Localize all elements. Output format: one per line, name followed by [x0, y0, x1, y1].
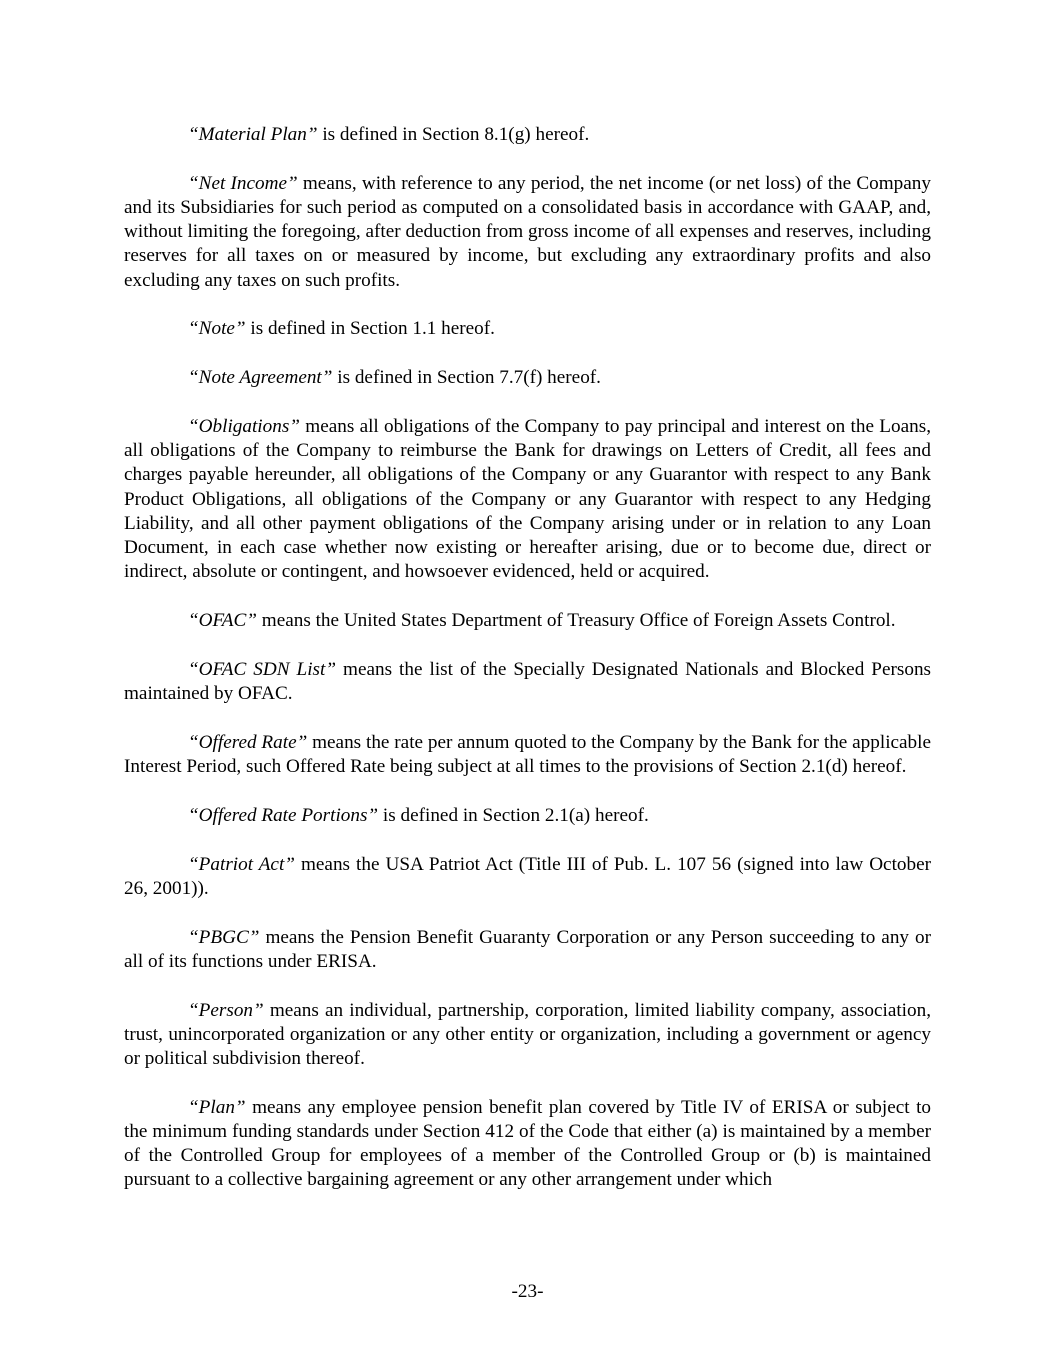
definition-text: means the list of the Specially Designated Nationals and Blocked Persons maintained by OFAC.	[124, 658, 931, 705]
definition-net-income	[124, 172, 931, 293]
definition-material-plan	[124, 123, 931, 147]
definition-text: is defined in Section 8.1(g) hereof.	[317, 124, 590, 145]
defined-term: “Patriot Act”	[188, 853, 295, 875]
defined-term: “Offered Rate Portions”	[188, 804, 379, 826]
definition-text: is defined in Section 2.1(a) hereof.	[378, 804, 649, 826]
definition-plan	[124, 1096, 931, 1193]
definition-obligations	[124, 415, 931, 584]
definition-ofac-sdn-list	[124, 658, 931, 706]
definition-patriot-act	[124, 853, 931, 901]
definition-note	[124, 317, 931, 341]
definition-pbgc	[124, 926, 931, 974]
definition-text: is defined in Section 1.1 hereof.	[245, 318, 495, 340]
defined-term: “OFAC”	[188, 610, 257, 632]
defined-term: “Net Income”	[188, 172, 298, 194]
defined-term: “Plan”	[188, 1096, 246, 1118]
definition-text: means the USA Patriot Act (Title III of Pub. L. 107 56 (signed into law October 26, 2001)).	[124, 853, 932, 899]
definition-offered-rate	[124, 731, 931, 779]
definition-note-agreement	[124, 366, 931, 390]
defined-term: “PBGC”	[188, 926, 260, 948]
definition-text: means any employee pension benefit plan covered by Title IV of ERISA or subject to the minimum funding standards under Section 412 of the Code that either (a) is maintained by a member of the Controlled Group for employees of a member of the Controlled Group or (b) is maintained pursuant to a collective bargaining agreement or any other arrangement under which	[124, 1096, 931, 1191]
definition-text: means an individual, partnership, corporation, limited liability company, association, trust, unincorporated organization or any other entity or organization, including a government or agency or political subdivision thereof.	[124, 999, 931, 1070]
definition-ofac	[124, 609, 931, 633]
document-body	[124, 123, 931, 1217]
definition-offered-rate-portions	[124, 804, 931, 828]
defined-term: “OFAC SDN List”	[188, 658, 337, 680]
defined-term: “Note Agreement”	[188, 367, 333, 389]
definition-text: means all obligations of the Company to pay principal and interest on the Loans, all obligations of the Company to reimburse the Bank for drawings on Letters of Credit, all fees and charges payable hereunder, all obligations of the Company or any Guarantor with respect to any Bank Product Obligations, all obligations of the Company or any Guarantor with respect to any Hedging Liability, and all other payment obligations of the Company arising under or in relation to any Loan Document, in each case whether now existing or hereafter arising, due or to become due, direct or indirect, absolute or contingent, and howsoever evidenced, held or acquired.	[124, 416, 931, 583]
definition-text: means the United States Department of Treasury Office of Foreign Assets Control.	[256, 610, 896, 632]
definition-text: means the Pension Benefit Guaranty Corporation or any Person succeeding to any or all of its functions under ERISA.	[124, 926, 931, 972]
defined-term: “Person”	[188, 999, 264, 1021]
defined-term: “Material Plan”	[188, 124, 318, 145]
defined-term: “Obligations”	[188, 416, 300, 437]
page-number: -23-	[511, 1281, 544, 1302]
defined-term: “Offered Rate”	[188, 731, 308, 753]
definition-text: is defined in Section 7.7(f) hereof.	[332, 367, 601, 389]
defined-term: “Note”	[188, 318, 246, 340]
definition-person	[124, 999, 931, 1072]
definition-text: means, with reference to any period, the net income (or net loss) of the Company and its Subsidiaries for such period as computed on a consolidated basis in accordance with GAAP, and, without limiting the foregoing, after deduction from gross income of all expenses and reserves, including reserves for all taxes on or measured by income, but excluding any extraordinary profits and also excluding any taxes on such profits.	[124, 172, 931, 291]
definition-text: means the rate per annum quoted to the Company by the Bank for the applicable Interest Period, such Offered Rate being subject at all times to the provisions of Section 2.1(d) hereof.	[124, 731, 932, 778]
